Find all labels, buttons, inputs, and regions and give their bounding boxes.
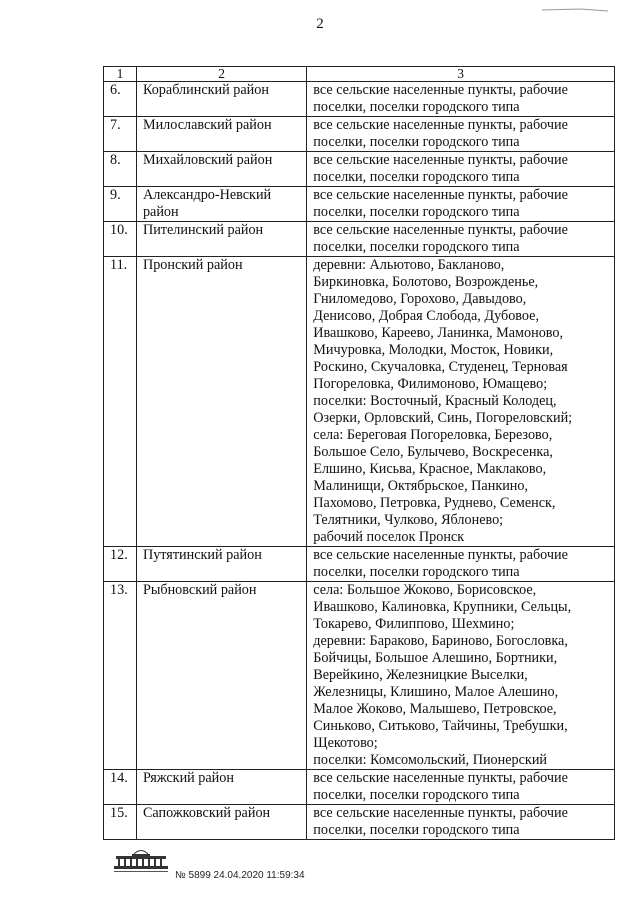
settlements-cell [307,805,615,840]
table-row [104,222,615,257]
settlement-line: поселки, поселки городского типа [313,204,520,220]
registration-stamp: № 5899 24.04.2020 11:59:34 [175,870,305,881]
settlement-line: Малое Жоково, Малышево, Петровское, [313,701,557,717]
settlement-line: Гниломедово, Горохово, Давыдово, [313,291,527,307]
table-row [104,257,615,547]
district-name: Пителинский район [136,222,306,257]
settlement-line: все сельские населенные пункты, рабочие [313,117,568,133]
settlement-line: поселки, поселки городского типа [313,787,520,803]
row-number: 9. [104,187,137,222]
settlement-line: деревни: Бараково, Бариново, Богословка, [313,633,568,649]
settlement-line: Мичуровка, Молодки, Мосток, Новики, [313,342,554,358]
row-number: 6. [104,82,137,117]
settlement-line: все сельские населенные пункты, рабочие [313,152,568,168]
settlement-line: Елшино, Кисьва, Красное, Маклаково, [313,461,547,477]
district-name: Ряжский район [136,770,306,805]
settlement-line: поселки: Комсомольский, Пионерский [313,752,548,768]
settlement-line: Денисово, Добрая Слобода, Дубовое, [313,308,540,324]
header-col-1: 1 [104,67,137,82]
district-name: Александро-Невский район [136,187,306,222]
settlement-line: Малинищи, Октябрьское, Панкино, [313,478,529,494]
settlement-line: все сельские населенные пункты, рабочие [313,82,568,98]
header-col-2: 2 [136,67,306,82]
settlement-line: поселки, поселки городского типа [313,822,520,838]
settlement-line: села: Большое Жоково, Борисовское, [313,582,537,598]
settlement-line: рабочий поселок Пронск [313,529,465,545]
settlement-line: Щекотово; [313,735,378,751]
settlement-line: Роскино, Скучаловка, Студенец, Терновая [313,359,568,375]
settlement-line: поселки, поселки городского типа [313,169,520,185]
header-col-3: 3 [307,67,615,82]
government-logo [112,846,170,874]
settlement-line: Телятники, Чулково, Яблонево; [313,512,504,528]
row-number: 7. [104,117,137,152]
page-number: 2 [316,16,324,32]
table-row [104,152,615,187]
district-name: Милославский район [136,117,306,152]
settlement-line: все сельские населенные пункты, рабочие [313,805,568,821]
settlements-cell [307,187,615,222]
table-row [104,82,615,117]
settlement-line: села: Береговая Погореловка, Березово, [313,427,553,443]
settlement-line: Токарево, Филиппово, Шехмино; [313,616,515,632]
settlement-line: Биркиновка, Болотово, Возрожденье, [313,274,539,290]
settlements-cell [307,547,615,582]
table-row [104,187,615,222]
settlement-line: все сельские населенные пункты, рабочие [313,187,568,203]
settlement-line: Большое Село, Булычево, Воскресенка, [313,444,553,460]
district-name: Пронский район [136,257,306,547]
settlement-line: все сельские населенные пункты, рабочие [313,222,568,238]
row-number: 8. [104,152,137,187]
district-name: Михайловский район [136,152,306,187]
district-name: Путятинский район [136,547,306,582]
settlements-cell [307,82,615,117]
table-row [104,770,615,805]
table-body [104,82,615,840]
district-name: Кораблинский район [136,82,306,117]
settlement-line: Ивашково, Калиновка, Крупники, Сельцы, [313,599,572,615]
settlement-line: Верейкино, Железницкие Выселки, [313,667,528,683]
district-name: Сапожковский район [136,805,306,840]
settlement-line: поселки, поселки городского типа [313,564,520,580]
table-row [104,117,615,152]
settlements-cell [307,582,615,770]
settlement-line: Синьково, Ситьково, Тайчины, Требушки, [313,718,568,734]
table-row [104,805,615,840]
settlement-line: поселки, поселки городского типа [313,99,520,115]
settlement-line: все сельские населенные пункты, рабочие [313,770,568,786]
row-number: 11. [104,257,137,547]
settlement-line: Бойчицы, Большое Алешино, Бортники, [313,650,558,666]
settlements-cell [307,222,615,257]
row-number: 10. [104,222,137,257]
settlement-line: Железницы, Клишино, Малое Алешино, [313,684,559,700]
settlement-line: поселки: Восточный, Красный Колодец, [313,393,557,409]
row-number: 13. [104,582,137,770]
settlements-cell [307,257,615,547]
table-header-row [104,67,615,82]
row-number: 14. [104,770,137,805]
settlement-line: поселки, поселки городского типа [313,239,520,255]
settlement-line: все сельские населенные пункты, рабочие [313,547,568,563]
table-row [104,547,615,582]
settlement-line: деревни: Альютово, Бакланово, [313,257,505,273]
district-name: Рыбновский район [136,582,306,770]
settlements-cell [307,152,615,187]
settlement-line: Озерки, Орловский, Синь, Погореловский; [313,410,573,426]
settlement-line: Ивашково, Кареево, Ланинка, Мамоново, [313,325,564,341]
districts-table [103,66,615,840]
row-number: 15. [104,805,137,840]
scan-mark [540,0,610,6]
settlements-cell [307,117,615,152]
settlement-line: поселки, поселки городского типа [313,134,520,150]
settlement-line: Погореловка, Филимоново, Юмащево; [313,376,548,392]
table-row [104,582,615,770]
settlements-cell [307,770,615,805]
row-number: 12. [104,547,137,582]
settlement-line: Пахомово, Петровка, Руднево, Семенск, [313,495,556,511]
